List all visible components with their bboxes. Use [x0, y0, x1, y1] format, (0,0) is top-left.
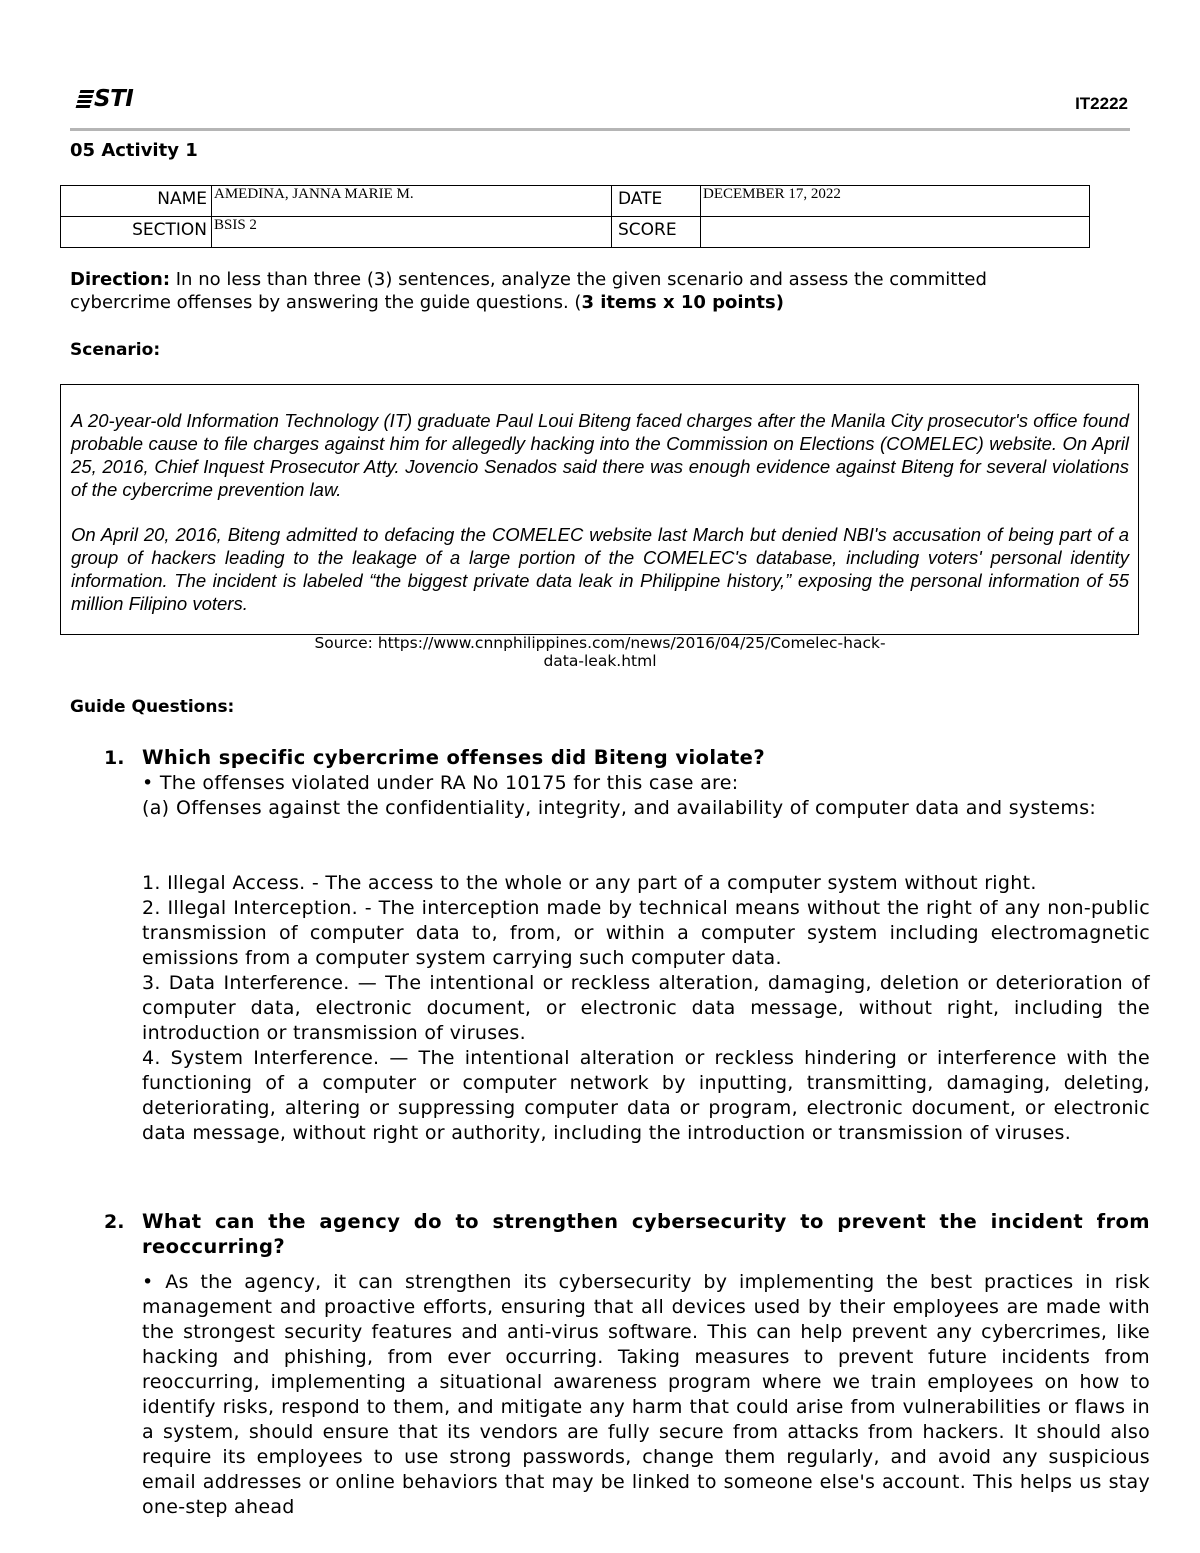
header-divider — [70, 128, 1130, 131]
direction-text-1: In no less than three (3) sentences, analyze the given scenario and assess the committed — [170, 269, 987, 290]
scenario-label: Scenario: — [70, 340, 161, 360]
question-2-answer: • As the agency, it can strengthen its cybersecurity by implementing the best practices in risk management and proactive efforts, ensuring that all devices used by their employees are made with the strongest security features and anti-virus software. This can help prevent any cybercrimes, like hacking and phishing, from ever occurring. Taking measures to prevent future incidents from reoccurring, implementing a situational awareness program where we train employees on how to identify risks, respond to them, and mitigate any harm that could arise from vulnerabilities or flaws in a system, should ensure that its vendors are fully secure from attacks from hackers. It should also require its employees to use strong passwords, change them regularly, and avoid any suspicious email addresses or online behaviors that may be linked to someone else's account. This helps us stay one-step ahead — [142, 1271, 1150, 1518]
question-1-text: Which specific cybercrime offenses did Biteng violate? — [142, 746, 766, 769]
section-value: BSIS 2 — [212, 217, 612, 248]
score-label: SCORE — [612, 217, 701, 248]
date-value: DECEMBER 17, 2022 — [701, 186, 1090, 217]
sti-logo — [78, 86, 133, 112]
scenario-paragraph-2: On April 20, 2016, Biteng admitted to defacing the COMELEC website last March but denied NBI's accusation of being part of a group of hackers leading to the leakage of a large portion of the COMELEC's database, including voters' personal identity information. The incident is labeled “the biggest private data leak in Philippine history,” exposing the personal information of 55 million Filipino voters. — [71, 524, 1129, 614]
question-1-bullet: • The offenses violated under RA No 10175 for this case are: — [142, 772, 739, 794]
sti-logo-text: STI — [94, 86, 134, 112]
question-1-sub-text: Offenses against the confidentiality, integrity, and availability of computer data and systems: — [176, 797, 1097, 819]
question-2-number: 2. — [104, 1211, 125, 1233]
name-label: NAME — [61, 186, 212, 217]
question-2-text: What can the agency do to strengthen cybersecurity to prevent the incident from reoccurring? — [142, 1210, 1150, 1258]
guide-questions-label: Guide Questions: — [70, 697, 235, 717]
page-title: 05 Activity 1 — [70, 140, 198, 161]
scenario-box — [60, 384, 1139, 635]
offense-item-3: 3. Data Interference. — The intentional or reckless alteration, damaging, deletion or deterioration of computer data, electronic document, or electronic data message, without right, including the introduction or transmission of viruses. — [142, 972, 1150, 1044]
source-line-2: data-leak.html — [543, 652, 657, 670]
question-1-sub-label: (a) — [142, 797, 170, 819]
direction-text-2: cybercrime offenses by answering the guide questions. ( — [70, 292, 582, 313]
direction-paragraph — [70, 268, 1090, 314]
section-label: SECTION — [61, 217, 212, 248]
scenario-source — [270, 634, 930, 670]
course-code: IT2222 — [1075, 94, 1128, 113]
date-label: DATE — [612, 186, 701, 217]
direction-label: Direction: — [70, 269, 171, 290]
direction-points: 3 items x 10 points) — [581, 292, 784, 313]
name-value: AMEDINA, JANNA MARIE M. — [212, 186, 612, 217]
offense-item-4: 4. System Interference. — The intentional alteration or reckless hindering or interference with the functioning of a computer or computer network by inputting, transmitting, damaging, deleting, deteriorating, altering or suppressing computer data or program, electronic document, or electronic data message, without right or authority, including the introduction or transmission of viruses. — [142, 1047, 1150, 1144]
source-line-1: Source: https://www.cnnphilippines.com/news/2016/04/25/Comelec-hack- — [314, 634, 886, 652]
scenario-paragraph-1: A 20-year-old Information Technology (IT) graduate Paul Loui Biteng faced charges after the Manila City prosecutor's office found probable cause to file charges against him for allegedly hacking into the Commission on Elections (COMELEC) website. On April 25, 2016, Chief Inquest Prosecutor Atty. Jovencio Senados said there was enough evidence against Biteng for several violations of the cybercrime prevention law. — [71, 410, 1129, 500]
offense-item-2: 2. Illegal Interception. - The interception made by technical means without the right of any non-public transmission of computer data to, from, or within a computer system including electromagnetic emissions from a computer system carrying such computer data. — [142, 897, 1150, 969]
sti-logo-mark-icon — [76, 90, 95, 108]
offense-item-1: 1. Illegal Access. - The access to the whole or any part of a computer system without right. — [142, 872, 1037, 894]
question-1-number: 1. — [104, 747, 125, 769]
student-info-table — [60, 185, 1090, 248]
score-value — [701, 217, 1090, 248]
